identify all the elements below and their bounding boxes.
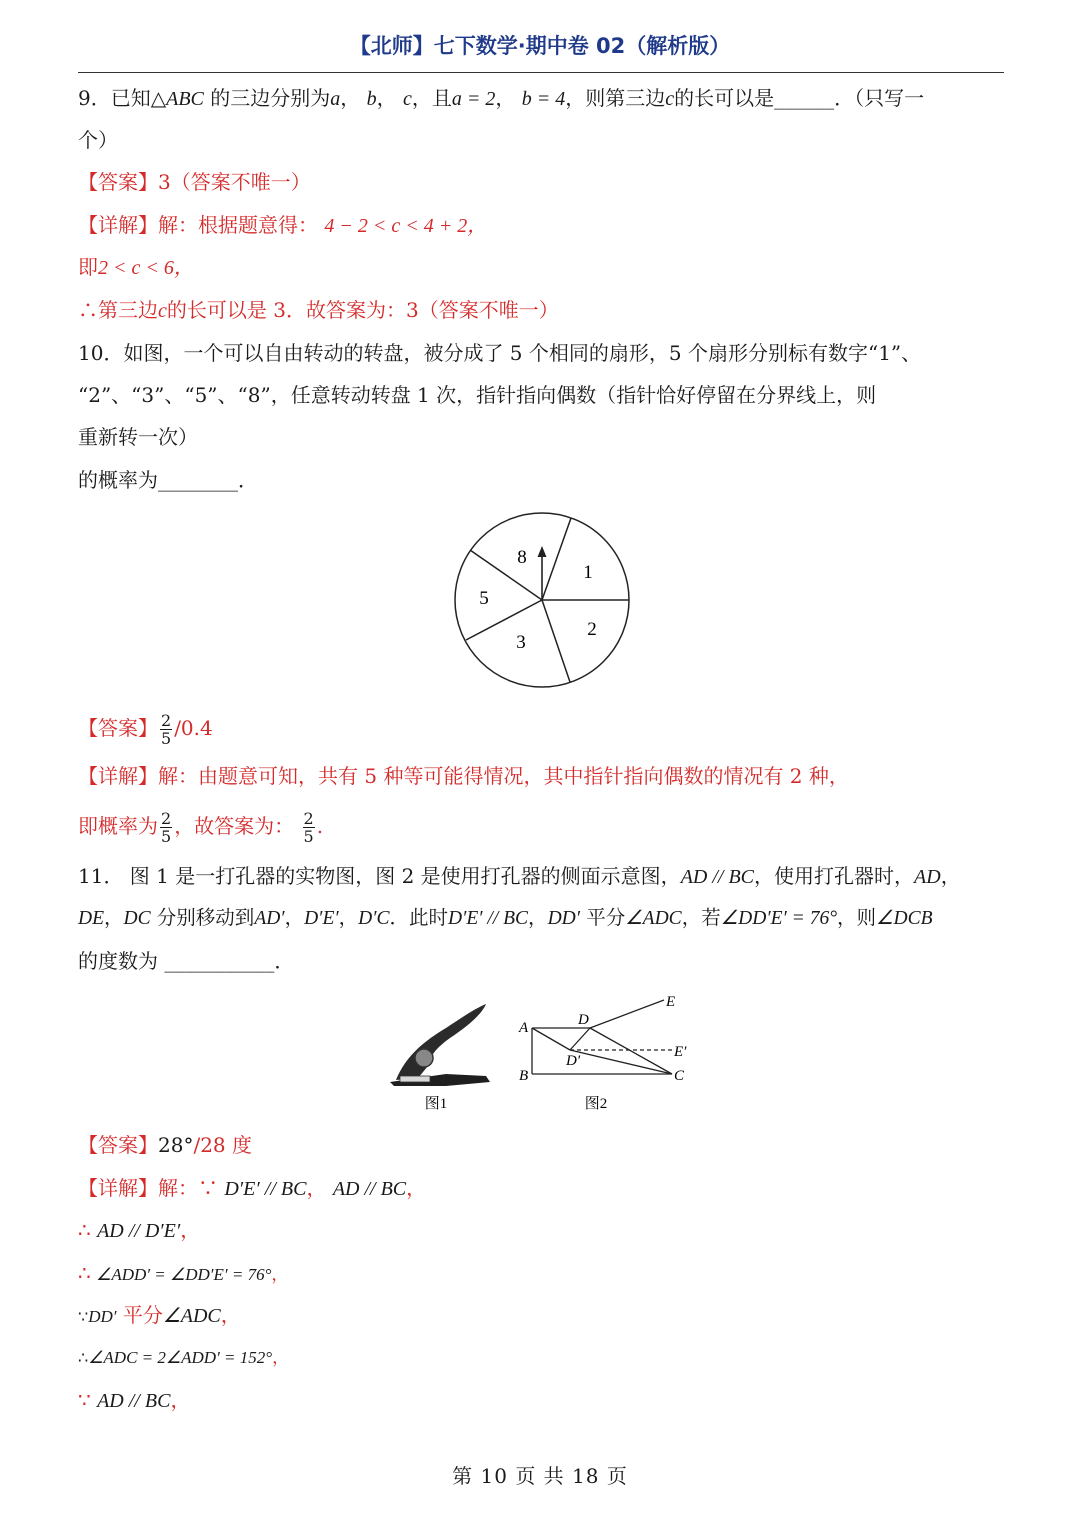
q11-detail-2: ∴ AD // D′E′， [78,1218,201,1242]
q9-line-1: 9．已知△ABC 的三边分别为a， b， c，且a = 2， b = 4，则第三边c的长可以是______．（只写一 [78,86,925,110]
q9-detail-2: 即2 < c < 6， [78,255,194,279]
page-header: 【北师】七下数学·期中卷 02（解析版） [349,34,731,58]
spinner-divider [542,518,571,600]
q11-line-2: DE，DC 分别移动到AD′，D′E′，D′C．此时D′E′ // BC，DD′ 平分∠ADC，若∠DD′E′ = 76°，则∠DCB [78,906,933,929]
spinner-figure [450,510,634,692]
q11-detail-4: ∵DD′ 平分∠ADC， [78,1303,241,1327]
punch-gear-icon [415,1049,433,1067]
q9-line-2: 个） [78,128,118,152]
point-d-label: D [578,1012,589,1028]
q9-answer: 【答案】3（答案不唯一） [78,170,311,194]
q10-line-2: “2”、“3”、“5”、“8”，任意转动转盘 1 次，指针指向偶数（指针恰好停留在分界线上，则 [78,383,877,407]
sector-label-1: 1 [583,562,593,583]
segment-dd-prime [570,1028,590,1050]
q9-detail-1: 【详解】解：根据题意得： 4 − 2 < c < 4 + 2， [78,213,488,237]
sector-label-8: 8 [517,547,527,568]
segment-de [590,1000,664,1028]
point-a-label: A [519,1020,529,1036]
spinner-divider [466,600,542,640]
punch-slot-shape [400,1076,430,1082]
q11-detail-1: 【详解】解：∵ D′E′ // BC， AD // BC， [78,1176,427,1200]
figure-2-caption: 图2 [584,1096,608,1112]
q10-answer: 【答案】 $\frac{2}{5}$ /0.4 [78,711,213,748]
point-d-prime-label: D′ [566,1053,581,1069]
segment-d-prime-c [570,1050,672,1074]
pointer-arrow-icon [538,546,547,557]
q10-detail-2: 即概率为 $\frac{2}{5}$ ，故答案为： $\frac{2}{5}$ . [78,809,324,846]
sector-label-3: 3 [516,632,526,653]
sector-label-5: 5 [479,588,489,609]
q11-line-3: 的度数为 ___________． [78,949,295,973]
schematic-figure [514,994,694,1114]
point-c-label: C [674,1068,685,1084]
header-rule [78,72,1004,73]
point-e-prime-label: E′ [674,1044,687,1060]
segment-dc [590,1028,672,1074]
hole-punch-figure [386,1000,496,1120]
q10-line-3: 重新转一次） [78,425,198,449]
q11-answer: 【答案】28°/28 度 [78,1133,252,1157]
point-b-label: B [519,1068,529,1084]
figure-1-caption: 图1 [424,1096,448,1112]
spinner-divider [542,600,570,682]
q10-detail-1: 【详解】解：由题意可知，共有 5 种等可能得情况，其中指针指向偶数的情况有 2 种， [78,764,849,788]
q9-detail-3: ∴第三边c的长可以是 3．故答案为：3（答案不唯一） [78,298,559,322]
q10-line-1: 10．如图，一个可以自由转动的转盘，被分成了 5 个相同的扇形，5 个扇形分别标有数字“1”、 [78,341,922,365]
q11-line-1: 11． 图 1 是一打孔器的实物图，图 2 是使用打孔器的侧面示意图，AD // BC，使用打孔器时，AD， [78,864,961,888]
point-e-label: E [666,994,676,1010]
segment-ad-prime [532,1028,570,1050]
page-footer: 第 10 页 共 18 页 [452,1464,628,1488]
q10-line-4: 的概率为________． [78,468,258,492]
punch-handle-shape [396,1004,486,1080]
q11-detail-5: ∴∠ADC = 2∠ADD′ = 152°， [78,1348,290,1368]
q11-detail-6: ∵ AD // BC， [78,1388,191,1412]
q11-detail-3: ∴ ∠ADD′ = ∠DD′E′ = 76°， [78,1261,289,1285]
sector-label-2: 2 [587,619,597,640]
